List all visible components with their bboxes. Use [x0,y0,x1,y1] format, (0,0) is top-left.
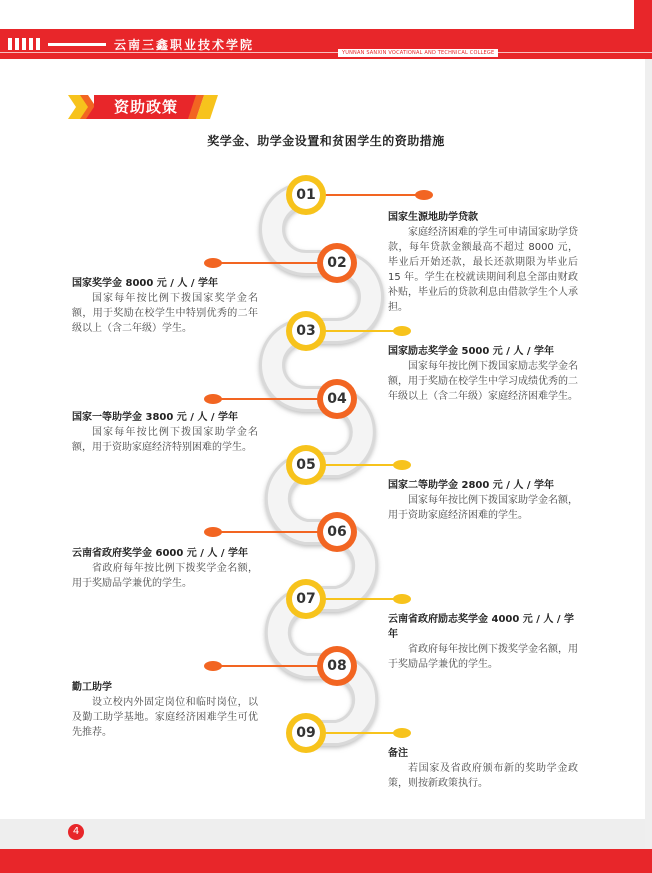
footer-red-band [0,849,652,873]
step-number: 02 [327,255,347,271]
policy-title: 国家励志奖学金 5000 元 / 人 / 学年 [388,346,555,357]
step-number: 09 [296,725,316,741]
policy-item [72,410,258,455]
policy-title: 勤工助学 [72,682,112,693]
policy-item [72,276,258,336]
policy-title: 云南省政府奖学金 6000 元 / 人 / 学年 [72,548,249,559]
policy-item [72,680,258,740]
policy-desc: 国家每年按比例下拨国家助学金名额，用于资助家庭经济特别困难的学生。 [72,427,258,453]
school-name: 云南三鑫职业技术学院 [114,38,255,52]
school-name-en: YUNNAN SANXIN VOCATIONAL AND TECHNICAL COLLEGE [338,49,498,57]
step-number: 07 [296,591,316,607]
step-number: 03 [296,323,316,339]
policy-desc: 家庭经济困难的学生可申请国家助学贷款，每年贷款金额最高不超过 8000 元，毕业后开始还款，最长还款期限为毕业后 15 年。学生在校就读期间利息全部由财政补贴，毕业后的贷款利息由借款学生个人承担。 [388,227,578,313]
step-number: 01 [296,187,316,203]
policy-desc: 国家每年按比例下拨国家奖学金名额，用于奖励在校学生中特别优秀的二年级以上（含二年级）学生。 [72,293,258,334]
policy-desc: 若国家及省政府颁布新的奖助学金政策，则按新政策执行。 [388,763,578,789]
step-number: 08 [327,658,347,674]
policy-title: 国家奖学金 8000 元 / 人 / 学年 [72,278,219,289]
policy-item [388,344,578,404]
policy-title: 云南省政府励志奖学金 4000 元 / 人 / 学年 [388,614,575,640]
policy-item [388,478,578,523]
policy-desc: 省政府每年按比例下拨奖学金名额，用于奖励品学兼优的学生。 [388,644,578,670]
policy-item [72,546,258,591]
footer-band [0,819,645,849]
policy-desc: 国家每年按比例下拨国家励志奖学金名额，用于奖励在校学生中学习成绩优秀的二年级以上（含二年级）家庭经济困难学生。 [388,361,578,402]
policy-desc: 国家每年按比例下拨国家助学金名额，用于资助家庭经济困难的学生。 [388,495,578,521]
policy-title: 备注 [388,748,408,759]
policy-title: 国家一等助学金 3800 元 / 人 / 学年 [72,412,239,423]
policy-desc: 设立校内外固定岗位和临时岗位，以及勤工助学基地。家庭经济困难学生可优先推荐。 [72,697,258,738]
policy-title: 国家生源地助学贷款 [388,212,478,223]
policy-title: 国家二等助学金 2800 元 / 人 / 学年 [388,480,555,491]
policy-desc: 省政府每年按比例下拨奖学金名额，用于奖励品学兼优的学生。 [72,563,258,589]
subtitle: 奖学金、助学金设置和贫困学生的资助措施 [207,134,445,148]
section-title: 资助政策 [113,98,178,116]
page-number: 4 [68,824,84,840]
policy-item [388,746,578,791]
policy-item [388,210,578,315]
policy-item [388,612,578,672]
step-number: 05 [296,457,316,473]
step-number: 06 [327,524,347,540]
step-number: 04 [327,391,347,407]
